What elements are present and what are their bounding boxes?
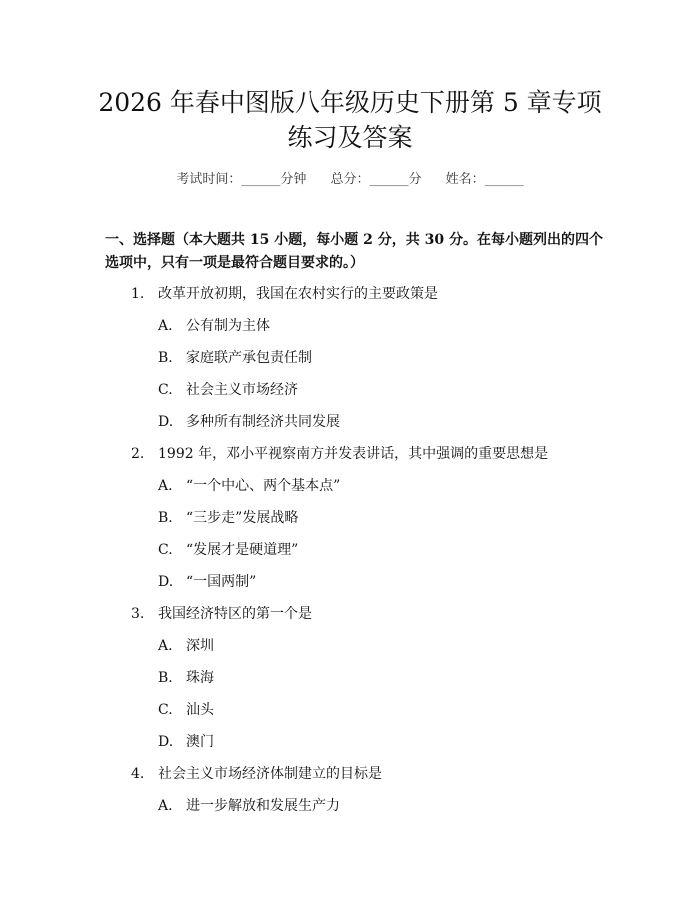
option-letter: A. — [158, 478, 173, 494]
option-letter: B. — [158, 350, 173, 366]
document-title: 2026 年春中图版八年级历史下册第 5 章专项 — [98, 88, 602, 117]
question-2 — [131, 443, 548, 463]
option-text: 进一步解放和发展生产力 — [186, 798, 340, 814]
question-1-option-d — [158, 411, 340, 431]
question-1-option-c — [158, 379, 298, 399]
document-title-continued: 练习及答案 — [287, 123, 413, 152]
option-letter: D. — [158, 574, 174, 590]
question-text: 1992 年，邓小平视察南方并发表讲话，其中强调的重要思想是 — [158, 446, 549, 462]
option-text: 多种所有制经济共同发展 — [186, 414, 340, 430]
question-2-option-b — [158, 507, 298, 527]
option-letter: C. — [158, 702, 173, 718]
option-letter: A. — [158, 318, 173, 334]
question-number: 3. — [131, 606, 145, 622]
option-letter: C. — [158, 382, 173, 398]
question-4 — [131, 763, 382, 783]
option-text: 珠海 — [186, 670, 214, 686]
question-text: 改革开放初期，我国在农村实行的主要政策是 — [158, 286, 438, 302]
option-text: 家庭联产承包责任制 — [186, 350, 312, 366]
option-text: “一个中心、两个基本点” — [186, 478, 341, 494]
question-number: 1. — [131, 286, 145, 302]
option-text: 公有制为主体 — [186, 318, 270, 334]
question-number: 4. — [131, 766, 145, 782]
option-letter: A. — [158, 638, 173, 654]
option-letter: A. — [158, 798, 173, 814]
question-3-option-a — [158, 635, 214, 655]
question-text: 我国经济特区的第一个是 — [158, 606, 312, 622]
option-text: “发展才是硬道理” — [186, 542, 299, 558]
exam-time: 考试时间：______分钟 — [176, 172, 307, 187]
question-2-option-a — [158, 475, 340, 495]
option-letter: D. — [158, 734, 174, 750]
option-text: 社会主义市场经济 — [186, 382, 298, 398]
exam-info — [0, 168, 700, 187]
question-2-option-c — [158, 539, 298, 559]
question-number: 2. — [131, 446, 145, 462]
question-1 — [131, 283, 438, 303]
option-text: “一国两制” — [186, 574, 257, 590]
option-text: “三步走”发展战略 — [186, 510, 299, 526]
option-letter: B. — [158, 670, 173, 686]
question-1-option-b — [158, 347, 312, 367]
question-3-option-c — [158, 699, 214, 719]
question-2-option-d — [158, 571, 256, 591]
student-name: 姓名：______ — [445, 172, 524, 187]
option-text: 汕头 — [186, 702, 214, 718]
question-text: 社会主义市场经济体制建立的目标是 — [158, 766, 382, 782]
question-3-option-d — [158, 731, 214, 751]
option-letter: B. — [158, 510, 173, 526]
option-letter: C. — [158, 542, 173, 558]
option-text: 澳门 — [186, 734, 214, 750]
option-letter: D. — [158, 414, 174, 430]
question-3 — [131, 603, 312, 623]
section-heading: 一、选择题（本大题共 15 小题，每小题 2 分，共 30 分。在每小题列出的四个选项中，只有一项是最符合题目要求的。） — [105, 232, 603, 271]
exam-score: 总分：______分 — [330, 172, 422, 187]
question-4-option-a — [158, 795, 340, 815]
option-text: 深圳 — [186, 638, 214, 654]
question-1-option-a — [158, 315, 270, 335]
question-3-option-b — [158, 667, 214, 687]
